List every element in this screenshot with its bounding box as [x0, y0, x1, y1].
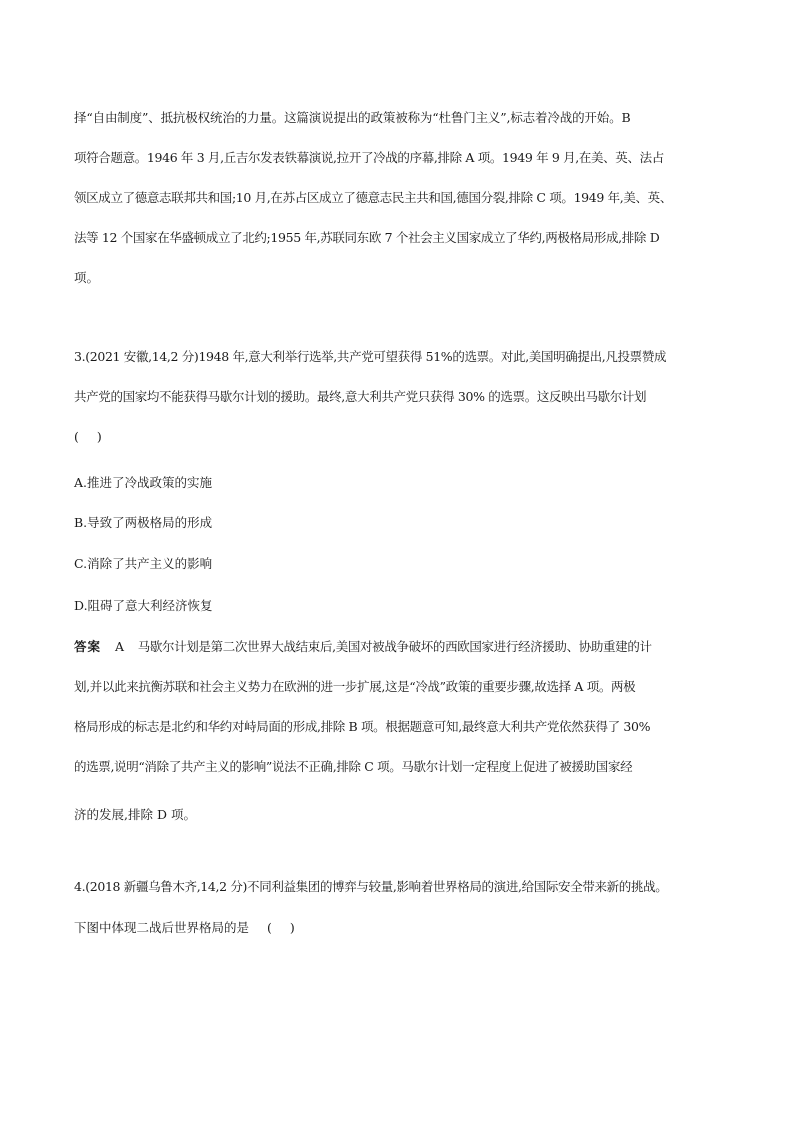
question-4-stem-line-2 [74, 919, 726, 937]
prev-explanation-line-2: 项符合题意。1946 年 3 月,丘吉尔发表铁幕演说,拉开了冷战的序幕,排除 A 项。1949 年 9 月,在美、英、法占 [74, 150, 664, 165]
prev-explanation-line-3: 领区成立了德意志联邦共和国;10 月,在苏占区成立了德意志民主共和国,德国分裂,排除 C 项。1949 年,美、英、 [74, 190, 672, 205]
question-3-option-c: C.消除了共产主义的影响 [74, 556, 213, 571]
question-3-explanation-line-5: 济的发展,排除 D 项。 [74, 807, 196, 822]
answer-explanation-start: 马歇尔计划是第二次世界大战结束后,美国对被战争破坏的西欧国家进行经济援助、协助重建的计 [137, 639, 652, 654]
question-3-answer-parens [74, 428, 726, 446]
question-3-explanation-line-1 [74, 638, 726, 656]
question-3-stem-line-2: 共产党的国家均不能获得马歇尔计划的援助。最终,意大利共产党只获得 30% 的选票。这反映出马歇尔计划 [74, 389, 647, 404]
question-3-explanation-line-3: 格局形成的标志是北约和华约对峙局面的形成,排除 B 项。根据题意可知,最终意大利共产党依然获得了 30% [74, 719, 651, 734]
answer-label: 答案 [74, 639, 102, 654]
prev-explanation-line-1: 择“自由制度”、抵抗极权统治的力量。这篇演说提出的政策被称为“杜鲁门主义”,标志着冷战的开始。B [74, 110, 631, 125]
paren-close: ) [96, 429, 102, 444]
paren-open: ( [74, 429, 79, 444]
question-3-stem-line-1: 3.(2021 安徽,14,2 分)1948 年,意大利举行选举,共产党可望获得 51%的选票。对此,美国明确提出,凡投票赞成 [74, 349, 667, 364]
paren-open: ( [267, 920, 272, 935]
answer-letter: A [115, 639, 124, 654]
prev-explanation-line-4: 法等 12 个国家在华盛顿成立了北约;1955 年,苏联同东欧 7 个社会主义国家成立了华约,两极格局形成,排除 D [74, 230, 660, 245]
question-3-explanation-line-4: 的选票,说明“消除了共产主义的影响”说法不正确,排除 C 项。马歇尔计划一定程度上促进了被援助国家经 [74, 759, 633, 774]
question-3-option-a: A.推进了冷战政策的实施 [74, 475, 213, 490]
prev-explanation-line-5: 项。 [74, 270, 100, 285]
question-3-explanation-line-2: 划,并以此来抗衡苏联和社会主义势力在欧洲的进一步扩展,这是“冷战”政策的重要步骤,故选择 A 项。两极 [74, 679, 636, 694]
question-3-option-b: B.导致了两极格局的形成 [74, 515, 213, 530]
paren-close: ) [289, 920, 295, 935]
question-4-stem-line-1: 4.(2018 新疆乌鲁木齐,14,2 分)不同利益集团的博弈与较量,影响着世界格局的演进,给国际安全带来新的挑战。 [74, 879, 668, 894]
question-4-stem-text: 下图中体现二战后世界格局的是 [74, 920, 250, 935]
question-3-option-d: D.阻碍了意大利经济恢复 [74, 598, 213, 613]
